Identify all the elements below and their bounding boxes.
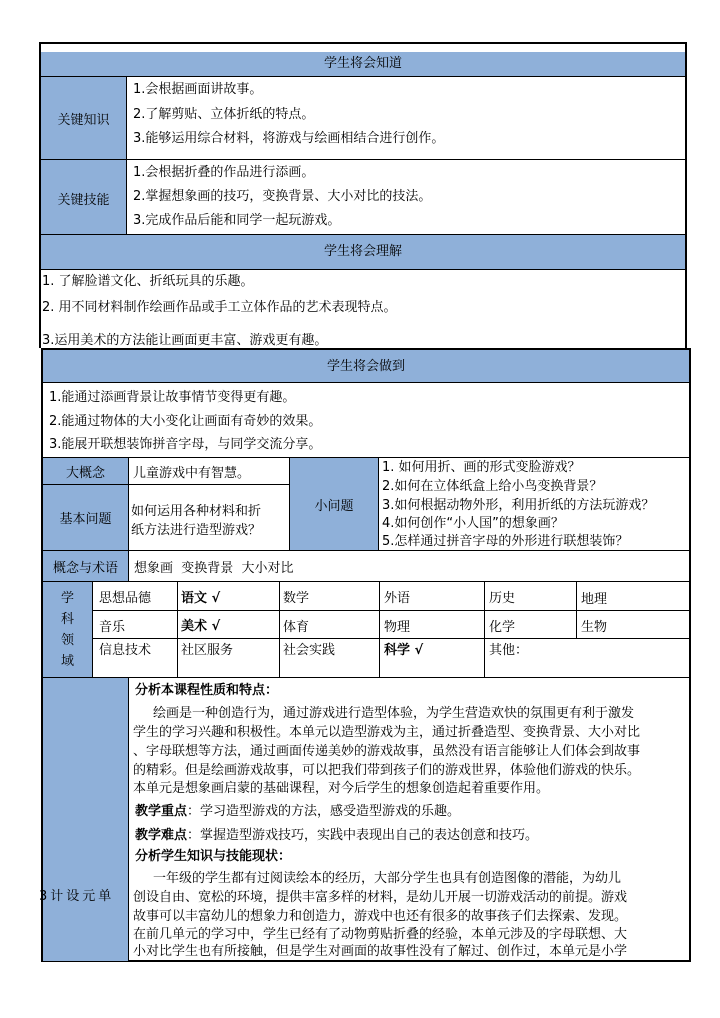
analysis-heading: 分析学生知识与技能现状： [135, 849, 292, 864]
divider [93, 610, 689, 611]
basic-question-line: 如何运用各种材料和折 [131, 504, 262, 519]
key-skills-label: 关键技能 [41, 160, 127, 236]
basic-question-line: 纸方法进行造型游戏？ [131, 523, 262, 538]
key-knowledge-item: 1.会根据画面讲故事。 [133, 82, 263, 97]
understand-item: 2. 用不同材料制作绘画作品或手工立体作品的艺术表现特点。 [42, 300, 397, 315]
key-knowledge-item: 2.了解剪贴、立体折纸的特点。 [133, 107, 315, 122]
subject-cell: 美术 √ [181, 619, 221, 634]
teaching-focus [135, 803, 460, 821]
analysis-line: 绘画是一种创造行为，通过游戏进行造型体验，为学生营造欢快的氛围更有利于激发 [153, 706, 635, 721]
subject-cell: 社区服务 [181, 643, 234, 658]
basic-question-label: 基本问题 [43, 485, 129, 550]
analysis-line: 在前几单元的学习中，学生已经有了动物剪贴折叠的经验，本单元涉及的字母联想、大 [133, 927, 628, 942]
concepts-terms-value: 想象画 变换背景 大小对比 [134, 561, 294, 576]
analysis-line: 本单元是想象画启蒙的基础课程，对今后学生的想象创造起着重要作用。 [133, 781, 550, 796]
key-knowledge-item: 3.能够运用综合材料，将游戏与绘画相结合进行创作。 [133, 131, 445, 146]
divider [93, 638, 689, 639]
analysis-heading: 分析本课程性质和特点： [135, 683, 279, 698]
small-question-label: 小问题 [289, 458, 379, 550]
concepts-terms-label: 概念与术语 [43, 551, 129, 581]
subject-cell: 外语 [384, 591, 411, 606]
do-item: 1.能通过添画背景让故事情节变得更有趣。 [49, 390, 296, 405]
subjects-label-char: 科 [60, 611, 74, 627]
teaching-focus-label: 教学重点 [135, 804, 188, 819]
key-knowledge-list [127, 77, 685, 160]
section-know-header: 学生将会知道 [41, 52, 685, 77]
teaching-difficulty-text: ：掌握造型游戏技巧，实践中表现出自己的表达创意和技巧。 [187, 828, 539, 843]
analysis-line: 故事可以丰富幼儿的想象力和创造力，游戏中也还有很多的故事孩子们去探索、发现。 [133, 909, 628, 924]
key-skills-item: 1.会根据折叠的作品进行添画。 [133, 165, 315, 180]
big-concept-label: 大概念 [43, 458, 129, 485]
concepts-terms-row [41, 550, 691, 582]
concept-block [41, 457, 691, 550]
understand-item: 3.运用美术的方法能让画面更丰富、游戏更有趣。 [42, 333, 328, 348]
subjects-label [43, 582, 93, 677]
analysis-line: 、字母联想等方法，通过画面传递美妙的游戏故事，虽然没有语言能够让人们体会到故事 [133, 744, 641, 759]
analysis-line: 的精彩。但是绘画游戏故事，可以把我们带到孩子们的游戏世界，体验他们游戏的快乐。 [133, 763, 641, 778]
subject-cell: 数学 [283, 591, 310, 606]
subject-cell: 化学 [489, 620, 516, 635]
subject-cell: 社会实践 [283, 643, 336, 658]
key-skills-list [127, 160, 685, 236]
teaching-focus-text: ：学习造型游戏的方法，感受造型游戏的乐趣。 [187, 804, 461, 819]
divider [484, 582, 485, 677]
subjects-label-char: 学 [60, 590, 74, 606]
subject-cell: 音乐 [99, 620, 126, 635]
analysis-line: 创设自由、宽松的环境，提供丰富多样的材料，是幼儿开展一切游戏活动的前提。游戏 [133, 890, 628, 905]
subject-cell: 信息技术 [99, 643, 152, 658]
key-knowledge-label: 关键知识 [41, 77, 127, 160]
section-do-header: 学生将会做到 [43, 350, 689, 383]
subjects-label-char: 域 [60, 653, 74, 669]
section-do [41, 348, 691, 457]
divider [279, 582, 280, 677]
subject-cell: 思想品德 [99, 591, 152, 606]
subjects-label-char: 领 [60, 632, 74, 648]
subject-cell: 其他： [489, 643, 529, 658]
teaching-difficulty [135, 827, 538, 845]
design-block [41, 677, 691, 962]
do-item: 2.能通过物体的大小变化让画面有奇妙的效果。 [49, 414, 322, 429]
do-item: 3.能展开联想装饰拼音字母，与同学交流分享。 [49, 437, 322, 452]
subject-cell: 科学 √ [384, 643, 424, 658]
subjects-block [41, 582, 691, 677]
subject-cell: 地理 [581, 592, 608, 607]
small-question-item: 3.如何根据动物外形，利用折纸的方法玩游戏？ [382, 498, 655, 513]
teaching-difficulty-label: 教学难点 [135, 828, 188, 843]
small-question-item: 1. 如何用折、画的形式变脸游戏？ [382, 460, 581, 475]
subject-cell: 历史 [489, 591, 516, 606]
design-label-text: 3计设元单 [39, 889, 115, 904]
subject-cell: 语文 √ [181, 591, 221, 606]
analysis-line: 小对比学生也有所接触，但是学生对画面的故事性没有了解过、创作过，本单元是小学 [133, 944, 628, 959]
divider [129, 484, 289, 485]
divider [379, 582, 380, 677]
design-label [43, 678, 129, 961]
subject-cell: 物理 [384, 620, 411, 635]
design-content [129, 678, 689, 961]
subject-cell: 体育 [283, 620, 310, 635]
subject-cell: 生物 [581, 620, 608, 635]
divider [576, 582, 577, 638]
analysis-line: 学生的学习兴趣和积极性。本单元以造型游戏为主，通过折叠造型、变换背景、大小对比 [133, 725, 641, 740]
small-question-item: 5.怎样通过拼音字母的外形进行联想装饰？ [382, 534, 629, 549]
key-skills-item: 3.完成作品后能和同学一起玩游戏。 [133, 213, 341, 228]
big-concept-value: 儿童游戏中有智慧。 [133, 466, 251, 481]
small-question-item: 4.如何创作“小人国”的想象画？ [382, 516, 564, 531]
small-question-item: 2.如何在立体纸盒上给小鸟变换背景？ [382, 479, 603, 494]
section-understand-header: 学生将会理解 [41, 234, 685, 270]
divider [177, 582, 178, 677]
section-understand [39, 234, 687, 348]
understand-item: 1. 了解脸谱文化、折纸玩具的乐趣。 [42, 274, 254, 289]
key-skills-item: 2.掌握想象画的技巧，变换背景、大小对比的技法。 [133, 189, 432, 204]
analysis-line: 一年级的学生都有过阅读绘本的经历，大部分学生也具有创造图像的潜能，为幼儿 [153, 871, 622, 886]
small-question-list [379, 458, 689, 550]
section-know [39, 42, 687, 234]
